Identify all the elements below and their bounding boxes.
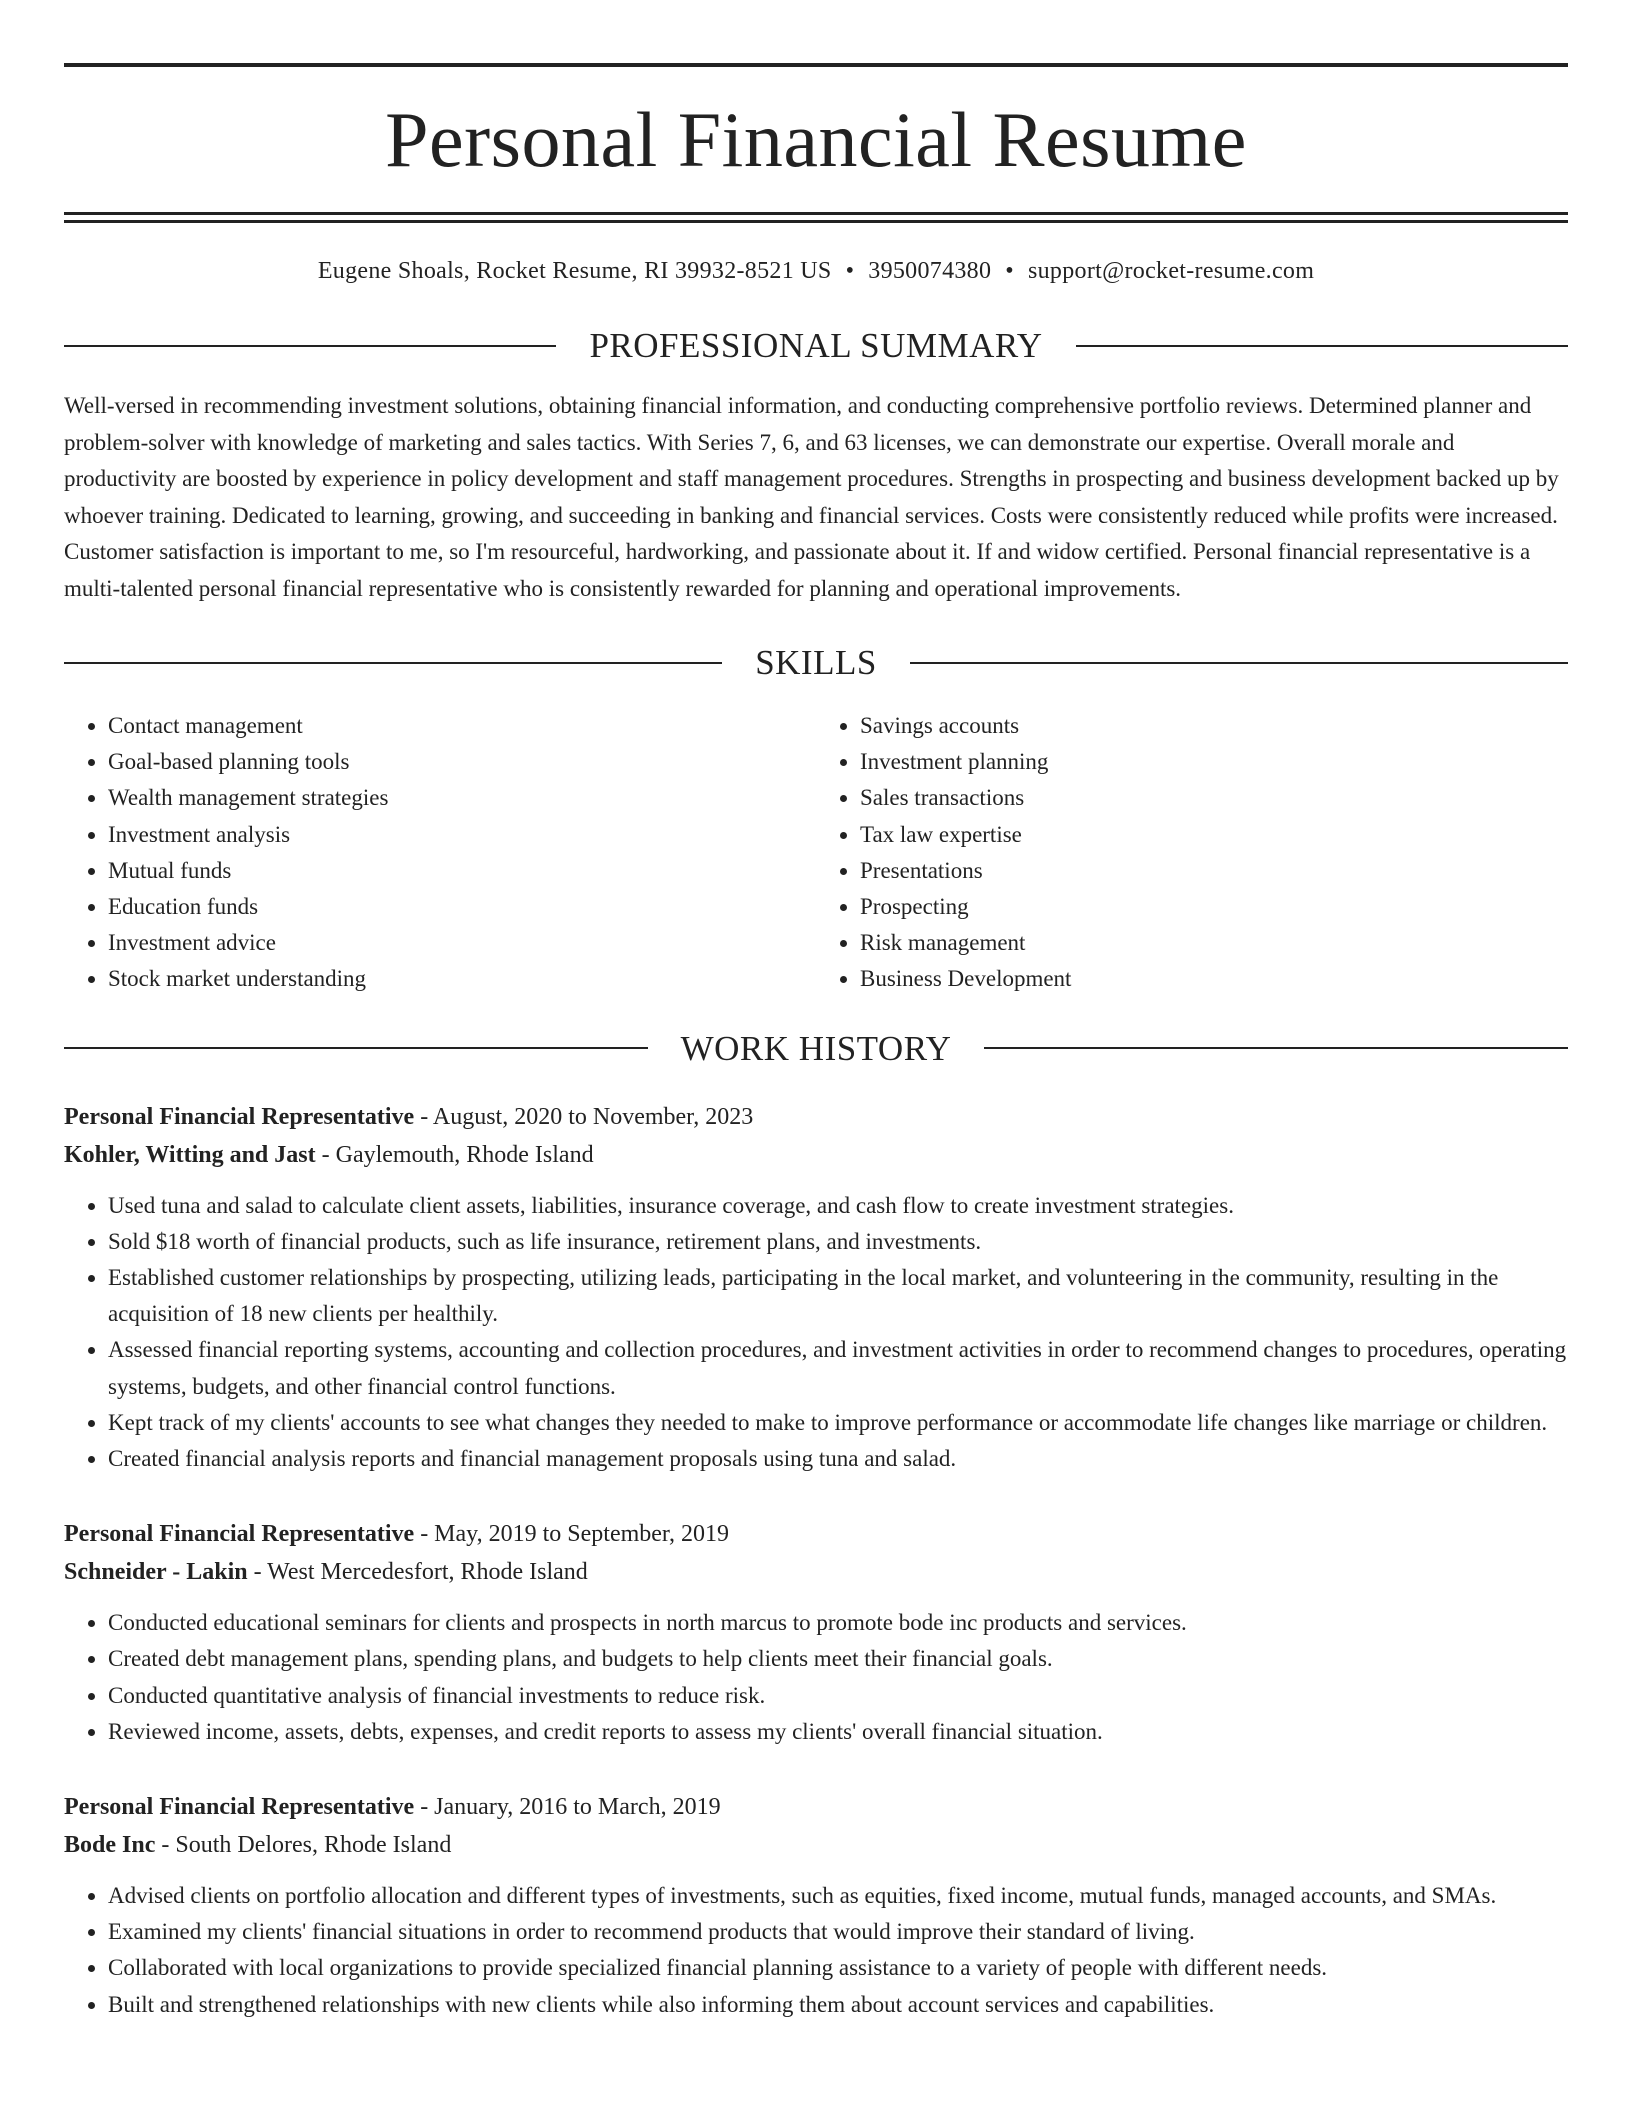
job-location: - Gaylemouth, Rhode Island [321,1141,594,1168]
skills-grid [64,708,1568,998]
title-double-rule [64,212,1568,223]
skills-heading-label: SKILLS [755,643,877,682]
job-bullet: • Reviewed income, assets, debts, expenses, and credit reports to assess my clients' overall financial situation. [108,1714,1568,1750]
job-bullet: • Established customer relationships by prospecting, utilizing leads, participating in the local market, and volunteering in the community, resulting in the acquisition of 18 new clients per healthily. [108,1260,1568,1332]
summary-text: Well-versed in recommending investment solutions, obtaining financial information, and conducting comprehensive portfolio reviews. Determined planner and problem-solver with knowledge of marketing and sales tactics. With Series 7, 6, and 63 licenses, we can demonstrate our expertise. Overall morale and productivity are boosted by experience in policy development and staff management procedures. Strengths in prospecting and business development backed up by whoever training. Dedicated to learning, growing, and succeeding in banking and financial services. Costs were consistently reduced while profits were increased. Customer satisfaction is important to me, so I'm resourceful, hardworking, and passionate about it. If and widow certified. Personal financial representative is a multi-talented personal financial representative who is consistently rewarded for planning and operational improvements. [64,393,1559,601]
job-bullet: • Conducted educational seminars for clients and prospects in north marcus to promote bode inc products and services. [108,1605,1568,1641]
job-bullet: • Conducted quantitative analysis of financial investments to reduce risk. [108,1678,1568,1714]
skills-right-column [816,708,1568,998]
skill-item: • Prospecting [860,889,1568,925]
skill-item: • Presentations [860,853,1568,889]
skill-item: • Wealth management strategies [108,780,816,816]
job-title-line [64,1098,1568,1136]
work-history-heading-label: WORK HISTORY [680,1028,952,1068]
skill-item: • Stock market understanding [108,961,816,997]
job-entry [64,1515,1568,1750]
skill-item: • Contact management [108,708,816,744]
job-bullet: • Advised clients on portfolio allocation and different types of investments, such as equities, fixed income, mutual funds, managed accounts, and SMAs. [108,1878,1568,1914]
job-entry [64,1788,1568,2023]
skill-item: • Investment advice [108,925,816,961]
skill-item: • Business Development [860,961,1568,997]
summary-heading [64,328,1568,363]
contact-address: Eugene Shoals, Rocket Resume, RI 39932-8521 US [317,258,832,284]
skill-item: • Investment analysis [108,817,816,853]
job-bullet: • Assessed financial reporting systems, accounting and collection procedures, and investment activities in order to recommend changes to procedures, operating systems, budgets, and other financial control functions. [108,1332,1568,1404]
job-location: - West Mercedesfort, Rhode Island [253,1559,588,1586]
job-entry [64,1098,1568,1478]
contact-phone: 3950074380 [868,258,992,284]
job-company-line [64,1136,1568,1174]
job-dates: - May, 2019 to September, 2019 [420,1521,729,1548]
job-bullets [64,1878,1568,2023]
skill-item: • Sales transactions [860,780,1568,816]
job-company: Kohler, Witting and Jast [64,1141,316,1168]
job-company-line [64,1553,1568,1591]
skill-item: • Savings accounts [860,708,1568,744]
job-bullet: • Sold $18 worth of financial products, such as life insurance, retirement plans, and investments. [108,1224,1568,1260]
contact-email[interactable]: support@rocket-resume.com [1027,258,1315,284]
job-bullet: • Created financial analysis reports and financial management proposals using tuna and salad. [108,1441,1568,1477]
contact-separator: • [845,258,855,284]
contact-separator: • [1005,258,1014,284]
job-title: Personal Financial Representative [64,1103,415,1130]
job-bullet: • Built and strengthened relationships with new clients while also informing them about account services and capabilities. [108,1987,1568,2023]
top-rule [64,63,1568,67]
work-history-heading [64,1028,1568,1068]
page-title: Personal Financial Resume [385,96,1247,183]
job-bullet: • Collaborated with local organizations to provide specialized financial planning assistance to a variety of people with different needs. [108,1950,1568,1986]
job-bullet: • Kept track of my clients' accounts to see what changes they needed to make to improve performance or accommodate life changes like marriage or children. [108,1405,1568,1441]
job-title: Personal Financial Representative [64,1521,415,1548]
contact-line [64,259,1568,283]
job-title: Personal Financial Representative [64,1794,415,1821]
job-bullet: • Created debt management plans, spending plans, and budgets to help clients meet their financial goals. [108,1641,1568,1677]
skill-item: • Education funds [108,889,816,925]
skill-item: • Risk management [860,925,1568,961]
job-dates: - August, 2020 to November, 2023 [420,1103,754,1130]
job-company-line [64,1826,1568,1864]
skill-item: • Mutual funds [108,853,816,889]
job-bullets [64,1605,1568,1750]
summary-heading-label: PROFESSIONAL SUMMARY [589,326,1043,365]
job-bullet: • Used tuna and salad to calculate client assets, liabilities, insurance coverage, and cash flow to create investment strategies. [108,1188,1568,1224]
job-dates: - January, 2016 to March, 2019 [420,1794,721,1821]
job-title-line [64,1515,1568,1553]
skill-item: • Goal-based planning tools [108,744,816,780]
job-company: Schneider - Lakin [64,1559,248,1586]
job-company: Bode Inc [64,1832,156,1859]
job-bullets [64,1188,1568,1478]
skills-left-column [64,708,816,998]
job-title-line [64,1788,1568,1826]
skills-heading [64,645,1568,680]
job-location: - South Delores, Rhode Island [161,1832,452,1859]
skill-item: • Investment planning [860,744,1568,780]
skill-item: • Tax law expertise [860,817,1568,853]
job-bullet: • Examined my clients' financial situations in order to recommend products that would improve their standard of living. [108,1914,1568,1950]
